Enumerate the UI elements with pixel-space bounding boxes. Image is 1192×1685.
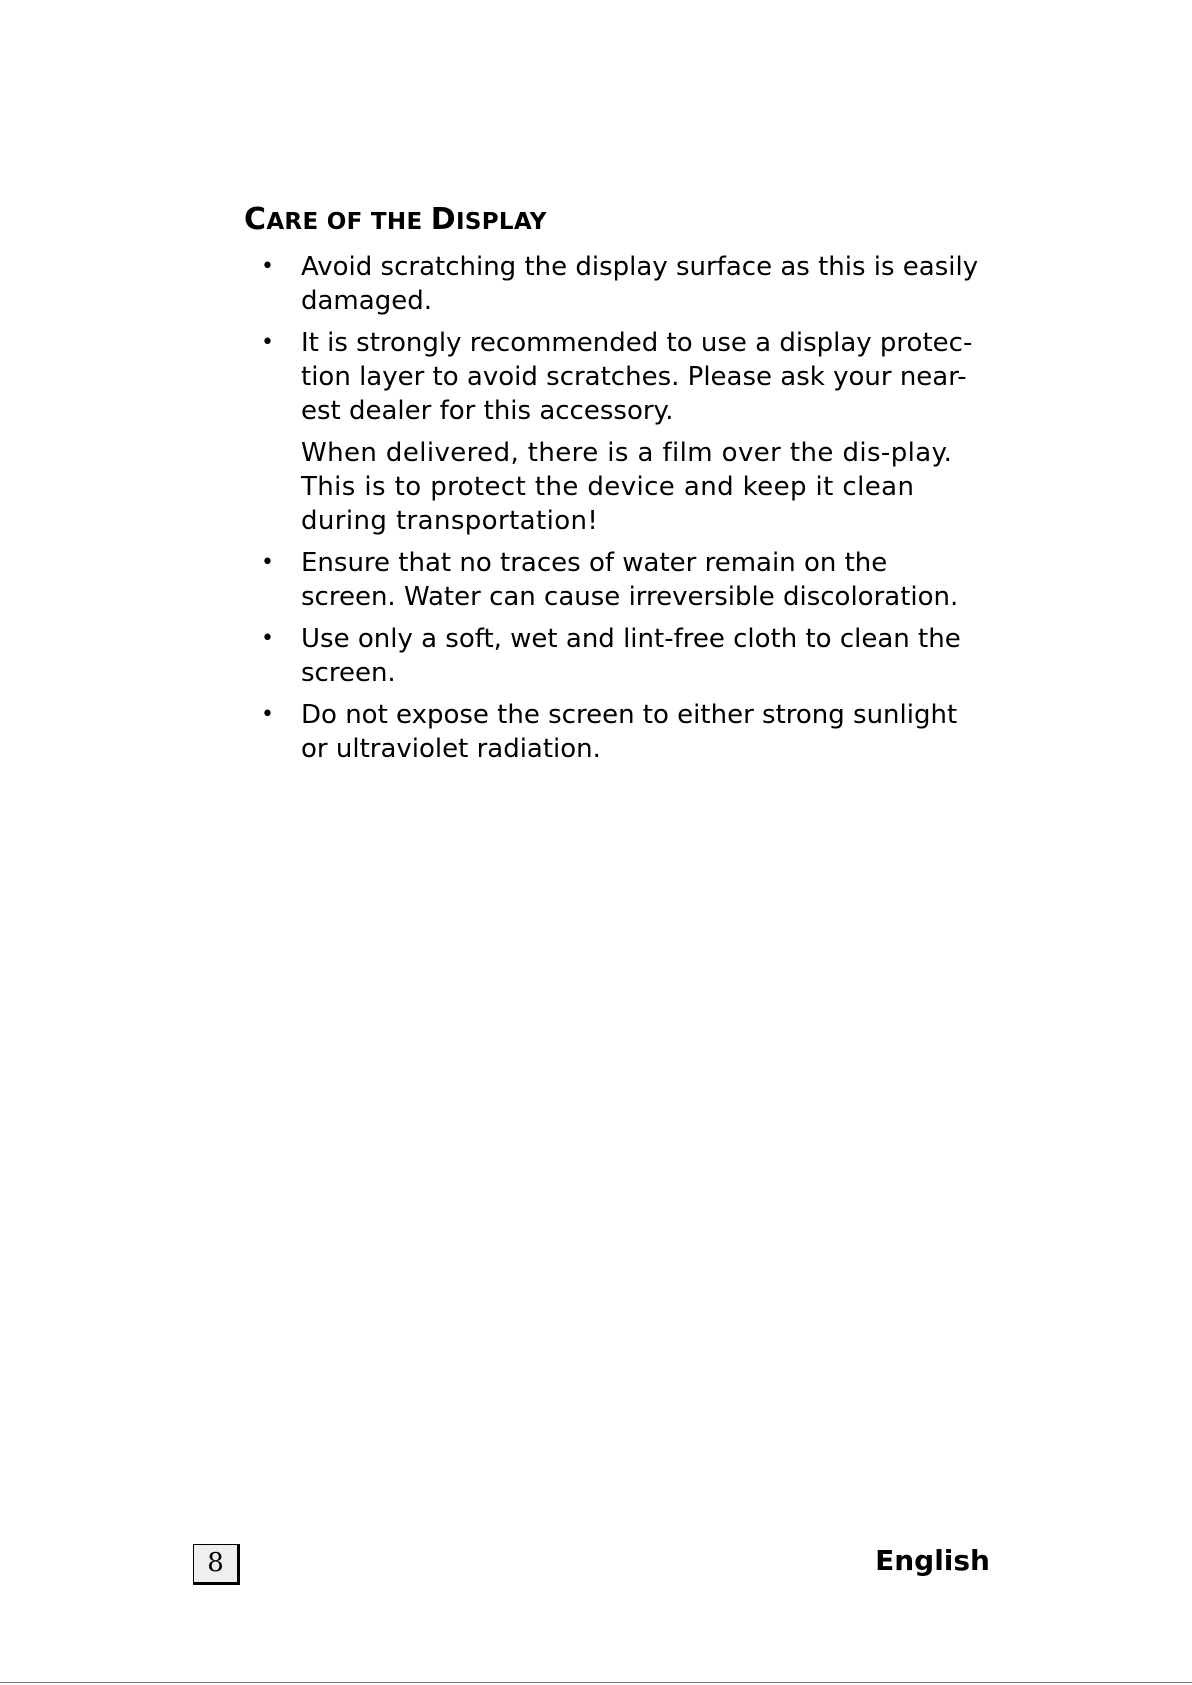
page-number-box: 8 (193, 1544, 240, 1585)
section-body (261, 250, 981, 774)
bullet-icon: • (261, 626, 274, 651)
bottom-divider (0, 1682, 1192, 1683)
list-item (261, 546, 981, 614)
bullet-icon: • (261, 702, 274, 727)
list-item (261, 250, 981, 318)
title-small-caps-2: ISPLAY (456, 209, 547, 235)
list-item-text: Use only a soft, wet and lint-free cloth to clean the screen. (301, 624, 961, 688)
title-initial-c: C (244, 202, 267, 237)
list-item (261, 326, 981, 538)
bullet-icon: • (261, 550, 274, 575)
list-item-text: It is strongly recommended to use a display protec-tion layer to avoid scratches. Please ask your near-est dealer for this accessory. (301, 328, 973, 426)
list-item-text: Avoid scratching the display surface as this is easily damaged. (301, 252, 979, 316)
title-small-caps-1: ARE OF THE (266, 209, 431, 235)
list-item (261, 698, 981, 766)
bullet-icon: • (261, 330, 274, 355)
care-instructions-list (261, 250, 981, 766)
bullet-icon: • (261, 254, 274, 279)
section-title (244, 200, 547, 242)
list-item (261, 622, 981, 690)
list-item-text: Ensure that no traces of water remain on the screen. Water can cause irreversible discoloration. (301, 548, 959, 612)
title-initial-d: D (430, 202, 456, 237)
list-item-note: When delivered, there is a film over the dis-play. This is to protect the device and keep it clean during transportation! (301, 438, 953, 536)
list-item-text: Do not expose the screen to either strong sunlight or ultraviolet radiation. (301, 700, 958, 764)
footer-language-label: English (875, 1544, 990, 1577)
